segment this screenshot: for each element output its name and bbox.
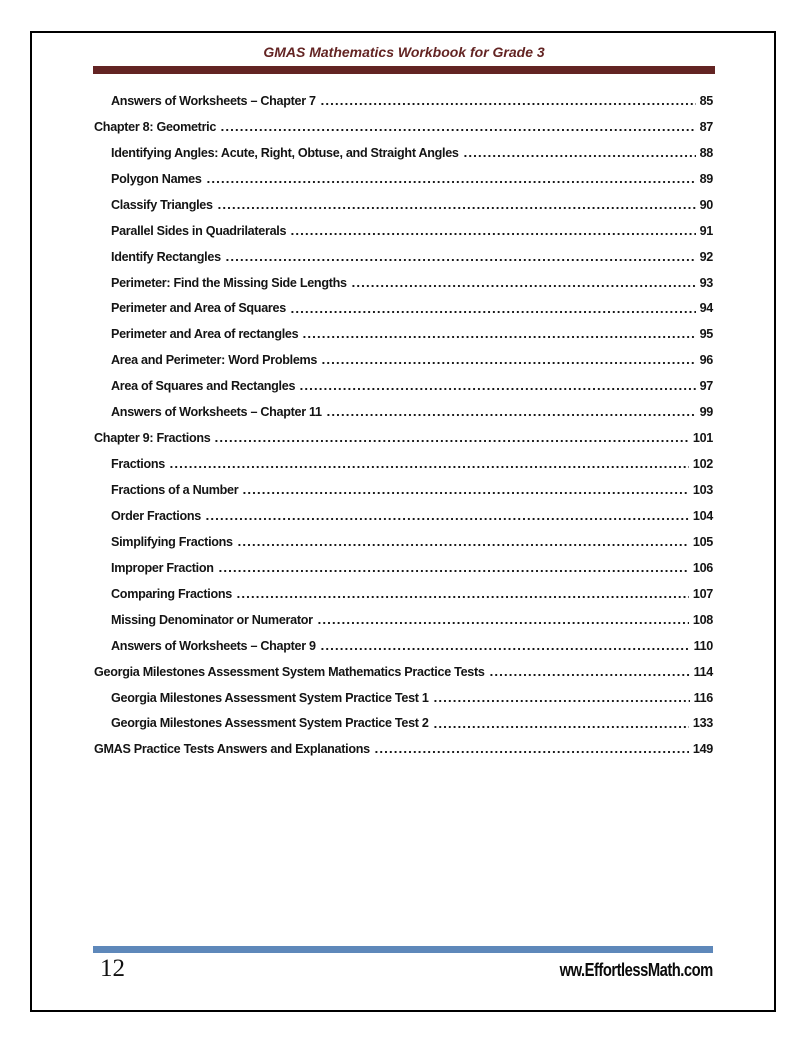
toc-row[interactable] [94,633,713,659]
toc-row[interactable] [94,711,713,737]
toc-dot-leader [206,166,696,192]
toc-entry-label: Area of Squares and Rectangles [111,379,296,394]
toc-dot-leader [374,736,689,762]
toc-page-number: 107 [692,586,713,601]
toc-page-number: 85 [699,93,713,108]
toc-entry-label: Area and Perimeter: Word Problems [111,353,318,368]
toc-dot-leader [351,270,696,296]
toc-page-number: 90 [699,197,713,212]
toc-dot-leader [214,425,688,451]
toc-page-number: 95 [699,327,713,342]
toc-row[interactable] [94,347,713,373]
toc-page-number: 92 [699,249,713,264]
toc-row[interactable] [94,736,713,762]
toc-row[interactable] [94,192,713,218]
toc-row[interactable] [94,425,713,451]
toc-row[interactable] [94,607,713,633]
toc-row[interactable] [94,218,713,244]
toc-dot-leader [220,114,696,140]
toc-entry-label: Chapter 8: Geometric [94,119,217,134]
toc-row[interactable] [94,477,713,503]
toc-row[interactable] [94,114,713,140]
toc-dot-leader [321,347,695,373]
toc-row[interactable] [94,270,713,296]
toc-row[interactable] [94,88,713,114]
footer-rule [93,946,713,953]
toc-row[interactable] [94,140,713,166]
toc-entry-label: Chapter 9: Fractions [94,431,211,446]
toc-row[interactable] [94,451,713,477]
toc-row[interactable] [94,321,713,347]
toc-row[interactable] [94,166,713,192]
footer-page-number: 12 [100,955,125,982]
toc-dot-leader [302,321,695,347]
footer-website-link[interactable]: ww.EffortlessMath.com [559,960,713,980]
toc-entry-label: Parallel Sides in Quadrilaterals [111,223,287,238]
toc-page-number: 91 [699,223,713,238]
toc-page-number: 105 [692,534,713,549]
toc-dot-leader [225,244,696,270]
toc-row[interactable] [94,581,713,607]
toc-page-number: 103 [692,483,713,498]
toc-page-number: 101 [692,431,713,446]
toc-entry-label: Identifying Angles: Acute, Right, Obtuse, and Straight Angles [111,145,459,160]
toc-page-number: 133 [692,716,713,731]
toc-entry-label: Order Fractions [111,508,201,523]
toc-entry-label: Fractions [111,457,165,472]
toc-row[interactable] [94,685,713,711]
toc-entry-label: GMAS Practice Tests Answers and Explanations [94,742,370,757]
toc-row[interactable] [94,244,713,270]
toc-page-number: 116 [693,690,713,705]
toc-page-number: 93 [699,275,713,290]
toc-page-number: 102 [692,457,713,472]
toc-entry-label: Perimeter: Find the Missing Side Lengths [111,275,347,290]
toc-dot-leader [217,192,696,218]
toc-dot-leader [317,607,689,633]
toc-entry-label: Georgia Milestones Assessment System Practice Test 2 [111,716,429,731]
toc-dot-leader [236,581,689,607]
toc-row[interactable] [94,503,713,529]
toc-dot-leader [433,685,690,711]
toc-entry-label: Classify Triangles [111,197,213,212]
toc-dot-leader [205,503,689,529]
toc-dot-leader [463,140,696,166]
toc-entry-label: Fractions of a Number [111,483,239,498]
toc-page-number: 87 [699,119,713,134]
toc-page-number: 89 [699,171,713,186]
toc-entry-label: Answers of Worksheets – Chapter 7 [111,93,316,108]
toc-page-number: 106 [692,560,713,575]
toc-page-number: 110 [693,638,713,653]
toc-page-number: 97 [699,379,713,394]
toc-dot-leader [299,373,695,399]
toc-page-number: 104 [692,508,713,523]
toc-page-number: 108 [692,612,713,627]
toc-dot-leader [242,477,689,503]
toc-entry-label: Perimeter and Area of rectangles [111,327,299,342]
toc-dot-leader [320,633,690,659]
toc-dot-leader [169,451,689,477]
toc-page-number: 88 [699,145,713,160]
toc-page-number: 114 [693,664,713,679]
toc-entry-label: Answers of Worksheets – Chapter 11 [111,405,322,420]
toc-dot-leader [320,88,696,114]
toc-row[interactable] [94,529,713,555]
toc-dot-leader [326,399,696,425]
toc-dot-leader [237,529,689,555]
table-of-contents [94,88,713,762]
toc-entry-label: Georgia Milestones Assessment System Mathematics Practice Tests [94,664,485,679]
toc-row[interactable] [94,373,713,399]
toc-entry-label: Missing Denominator or Numerator [111,612,313,627]
toc-page-number: 94 [699,301,713,316]
toc-dot-leader [489,659,690,685]
toc-dot-leader [218,555,689,581]
toc-dot-leader [290,218,695,244]
toc-entry-label: Georgia Milestones Assessment System Practice Test 1 [111,690,429,705]
toc-page-number: 149 [692,742,713,757]
toc-page-number: 99 [699,405,713,420]
toc-entry-label: Identify Rectangles [111,249,221,264]
toc-entry-label: Perimeter and Area of Squares [111,301,286,316]
toc-entry-label: Improper Fraction [111,560,214,575]
toc-dot-leader [290,296,696,322]
toc-row[interactable] [94,296,713,322]
header-rule [93,66,715,74]
toc-row[interactable] [94,399,713,425]
toc-entry-label: Answers of Worksheets – Chapter 9 [111,638,316,653]
toc-row[interactable] [94,555,713,581]
header-title: GMAS Mathematics Workbook for Grade 3 [263,44,545,60]
toc-row[interactable] [94,659,713,685]
toc-page-number: 96 [699,353,713,368]
toc-entry-label: Polygon Names [111,171,202,186]
toc-dot-leader [433,711,689,737]
toc-entry-label: Comparing Fractions [111,586,232,601]
toc-entry-label: Simplifying Fractions [111,534,233,549]
